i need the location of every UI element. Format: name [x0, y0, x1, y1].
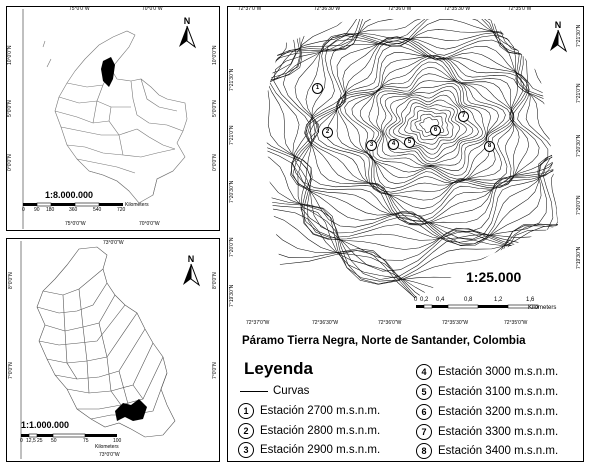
santander-scale-tick-2: 25 — [37, 438, 43, 444]
colombia-right-coord-3: 0°0'0"N — [212, 154, 218, 171]
main-top-coord-2: 72°36'30"W — [314, 6, 341, 12]
legend-station-8-label: Estación 3400 m.s.n.m. — [438, 445, 559, 457]
contour-line — [337, 53, 518, 195]
main-right-coord-5: 7°19'30"N — [576, 246, 582, 269]
main-top-coord-4: 72°35'30"W — [444, 6, 471, 12]
legend-station-2-icon: 2 — [238, 423, 254, 439]
santander-scale-tick-5: 100 — [113, 438, 122, 444]
santander-right-coord-2: 7°0'0"N — [212, 362, 218, 379]
main-scale-tick-3: 0,8 — [464, 297, 473, 303]
colombia-scale-tick-3: 360 — [69, 207, 78, 213]
legend-title: Leyenda — [244, 359, 313, 378]
contour-line — [305, 37, 548, 222]
santander-scale-unit: Kilometers — [95, 444, 119, 450]
main-right-coord-1: 7°21'30"N — [576, 24, 582, 47]
legend-station-2-label: Estación 2800 m.s.n.m. — [260, 425, 381, 437]
santander-map-panel — [6, 238, 220, 462]
main-bottom-coord-3: 72°36'0"W — [378, 320, 402, 326]
colombia-top-coord-1: 75°0'0"W — [69, 6, 90, 12]
map-station-7: 7 — [458, 111, 469, 122]
santander-scale-tick-0: 0 — [20, 438, 23, 444]
legend-station-5 — [416, 384, 558, 400]
santander-left-coord-1: 8°0'0"N — [8, 272, 14, 289]
legend-station-5-label: Estación 3100 m.s.n.m. — [438, 386, 559, 398]
contour-line — [266, 17, 568, 243]
legend-station-3 — [238, 442, 380, 458]
main-left-coord-2: 7°21'0"N — [229, 125, 235, 145]
contour-line — [242, 17, 568, 306]
legend-station-8 — [416, 443, 558, 459]
santander-scale-ratio: 1:1.000.000 — [21, 420, 70, 430]
legend-station-6-icon: 6 — [416, 404, 432, 420]
legend-station-3-label: Estación 2900 m.s.n.m. — [260, 444, 381, 456]
main-left-coord-5: 7°19'30"N — [229, 284, 235, 307]
colombia-top-coord-2: 70°0'0"W — [142, 6, 163, 12]
legend-station-4-label: Estación 3000 m.s.n.m. — [438, 366, 559, 378]
colombia-north-arrow-icon — [175, 15, 199, 53]
colombia-left-coord-1: 10°0'0"N — [7, 45, 13, 65]
main-top-coord-5: 72°35'0"W — [508, 6, 532, 12]
legend-station-1 — [238, 403, 380, 419]
legend-station-1-label: Estación 2700 m.s.n.m. — [260, 405, 381, 417]
main-scale-bar — [414, 303, 544, 313]
main-right-coord-2: 7°21'0"N — [576, 83, 582, 103]
santander-right-coord-1: 8°0'0"N — [212, 272, 218, 289]
legend-station-4-icon: 4 — [416, 364, 432, 380]
main-scale-tick-5: 1,6 — [526, 297, 535, 303]
main-top-coord-1: 72°37'0"W — [238, 6, 262, 12]
legend-station-1-icon: 1 — [238, 403, 254, 419]
colombia-scale-tick-1: 90 — [34, 207, 40, 213]
colombia-bottom-coord-1: 75°0'0"W — [65, 221, 86, 227]
map-station-5: 5 — [404, 137, 415, 148]
map-station-8: 8 — [484, 141, 495, 152]
colombia-bottom-coord-2: 70°0'0"W — [139, 221, 160, 227]
santander-scale-tick-4: 75 — [83, 438, 89, 444]
legend-station-7 — [416, 424, 558, 440]
main-right-coord-4: 7°20'0"N — [576, 195, 582, 215]
contour-line — [242, 17, 568, 303]
map-station-6: 6 — [430, 125, 441, 136]
colombia-scale-ratio: 1:8.000.000 — [45, 190, 94, 200]
legend-station-4 — [416, 364, 558, 380]
legend-contours — [240, 385, 309, 397]
main-scale-tick-0: 0 — [414, 297, 418, 303]
main-scale-tick-1: 0,2 — [420, 297, 429, 303]
main-bottom-coord-4: 72°35'30"W — [442, 320, 469, 326]
legend-station-5-icon: 5 — [416, 384, 432, 400]
santander-north-arrow-icon — [179, 253, 203, 291]
santander-left-coord-2: 7°0'0"N — [8, 362, 14, 379]
legend-station-7-icon: 7 — [416, 424, 432, 440]
contour-line — [360, 67, 505, 179]
main-scale-ratio: 1:25.000 — [466, 269, 522, 285]
colombia-scale-tick-0: 0 — [22, 207, 25, 213]
legend-contour-label: Curvas — [273, 385, 310, 397]
main-map-panel — [227, 6, 584, 462]
main-bottom-coord-1: 72°37'0"W — [246, 320, 270, 326]
colombia-north-label: N — [183, 16, 191, 26]
legend-station-6 — [416, 404, 558, 420]
colombia-map-panel — [6, 6, 220, 231]
map-station-2: 2 — [322, 127, 333, 138]
legend-station-6-label: Estación 3200 m.s.n.m. — [438, 406, 559, 418]
colombia-left-coord-3: 0°0'0"N — [7, 154, 13, 171]
santander-scale-tick-1: 12,5 — [26, 438, 36, 444]
main-left-coord-4: 7°20'0"N — [229, 237, 235, 257]
colombia-scale-tick-4: 540 — [93, 207, 102, 213]
legend-station-8-icon: 8 — [416, 443, 432, 459]
contour-line — [242, 17, 568, 291]
map-station-4: 4 — [388, 139, 399, 150]
colombia-scale-tick-5: 720 — [117, 207, 126, 213]
santander-top-coord: 73°0'0"W — [103, 240, 124, 246]
map-station-1: 1 — [312, 83, 323, 94]
main-map-title: Páramo Tierra Negra, Norte de Santander, Colombia — [242, 335, 526, 347]
main-right-coord-3: 7°20'30"N — [576, 134, 582, 157]
santander-bottom-coord: 73°0'0"W — [99, 452, 120, 458]
colombia-right-coord-1: 10°0'0"N — [212, 45, 218, 65]
legend-station-2 — [238, 423, 380, 439]
colombia-scale-unit: Kilometers — [125, 202, 149, 208]
main-north-arrow-icon — [546, 19, 570, 57]
main-scale-unit: Kilometers — [528, 305, 557, 311]
colombia-right-coord-2: 5°0'0"N — [212, 100, 218, 117]
santander-north-label: N — [187, 254, 195, 264]
main-north-label: N — [554, 20, 562, 30]
main-scale-tick-2: 0,4 — [436, 297, 445, 303]
map-station-3: 3 — [366, 140, 377, 151]
main-bottom-coord-2: 72°36'30"W — [312, 320, 339, 326]
main-left-coord-3: 7°20'30"N — [229, 180, 235, 203]
legend-station-3-icon: 3 — [238, 442, 254, 458]
main-left-coord-1: 7°21'30"N — [229, 68, 235, 91]
colombia-left-coord-2: 5°0'0"N — [7, 100, 13, 117]
main-bottom-coord-5: 72°35'0"W — [504, 320, 528, 326]
legend-contour-line-icon — [240, 391, 268, 392]
legend-station-7-label: Estación 3300 m.s.n.m. — [438, 426, 559, 438]
contour-line — [352, 62, 511, 182]
main-top-coord-3: 72°36'0"W — [388, 6, 412, 12]
colombia-scale-tick-2: 180 — [46, 207, 55, 213]
main-scale-tick-4: 1,2 — [494, 297, 503, 303]
santander-scale-tick-3: 50 — [51, 438, 57, 444]
